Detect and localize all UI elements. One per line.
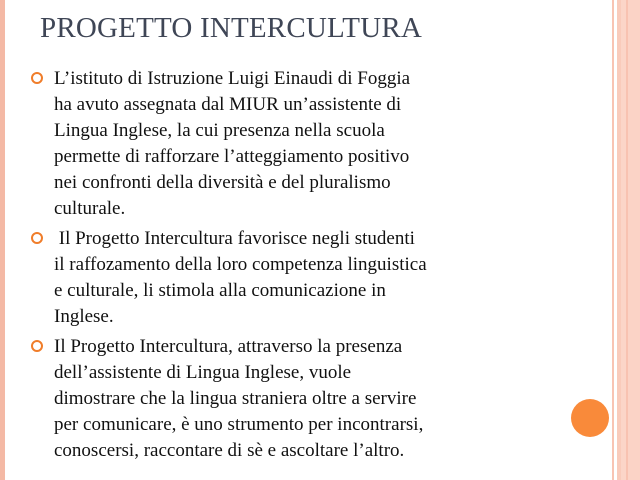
right-decorative-strip bbox=[612, 0, 640, 480]
bullet-item bbox=[28, 66, 608, 222]
bullet-text-line: Il Progetto Intercultura, attraverso la presenza bbox=[54, 336, 403, 357]
bullet-text-line: dimostrare che la lingua straniera oltre a servire bbox=[54, 388, 417, 409]
bullet-item bbox=[28, 334, 608, 464]
bullet-text-line: per comunicare, è uno strumento per incontrarsi, bbox=[54, 414, 424, 435]
bullet-text-line: Lingua Inglese, la cui presenza nella scuola bbox=[54, 120, 385, 141]
bullet-text-line: Inglese. bbox=[54, 306, 114, 327]
bullet-circle-icon bbox=[31, 340, 43, 352]
left-border bbox=[0, 0, 5, 480]
bullet-text-line: il raffozamento della loro competenza linguistica bbox=[54, 254, 427, 275]
bullet-text-line: e culturale, li stimola alla comunicazione in bbox=[54, 280, 386, 301]
bullet-text-line: Il Progetto Intercultura favorisce negli studenti bbox=[54, 228, 415, 249]
bullet-text-line: L’istituto di Istruzione Luigi Einaudi di Foggia bbox=[54, 68, 411, 89]
bullet-text-line: dell’assistente di Lingua Inglese, vuole bbox=[54, 362, 352, 383]
orange-circle-decoration bbox=[571, 399, 609, 437]
bullet-circle-icon bbox=[31, 232, 43, 244]
bullet-circle-icon bbox=[31, 72, 43, 84]
bullet-text-line: ha avuto assegnata dal MIUR un’assistente di bbox=[54, 94, 402, 115]
bullet-list bbox=[28, 66, 608, 468]
bullet-text-line: permette di rafforzare l’atteggiamento positivo bbox=[54, 146, 410, 167]
bullet-text-line: nei confronti della diversità e del pluralismo bbox=[54, 172, 391, 193]
slide-title: PROGETTO INTERCULTURA bbox=[40, 12, 423, 44]
bullet-text-line: culturale. bbox=[54, 198, 126, 219]
bullet-text-line: conoscersi, raccontare di sè e ascoltare l’altro. bbox=[54, 440, 405, 461]
bullet-item bbox=[28, 226, 608, 330]
